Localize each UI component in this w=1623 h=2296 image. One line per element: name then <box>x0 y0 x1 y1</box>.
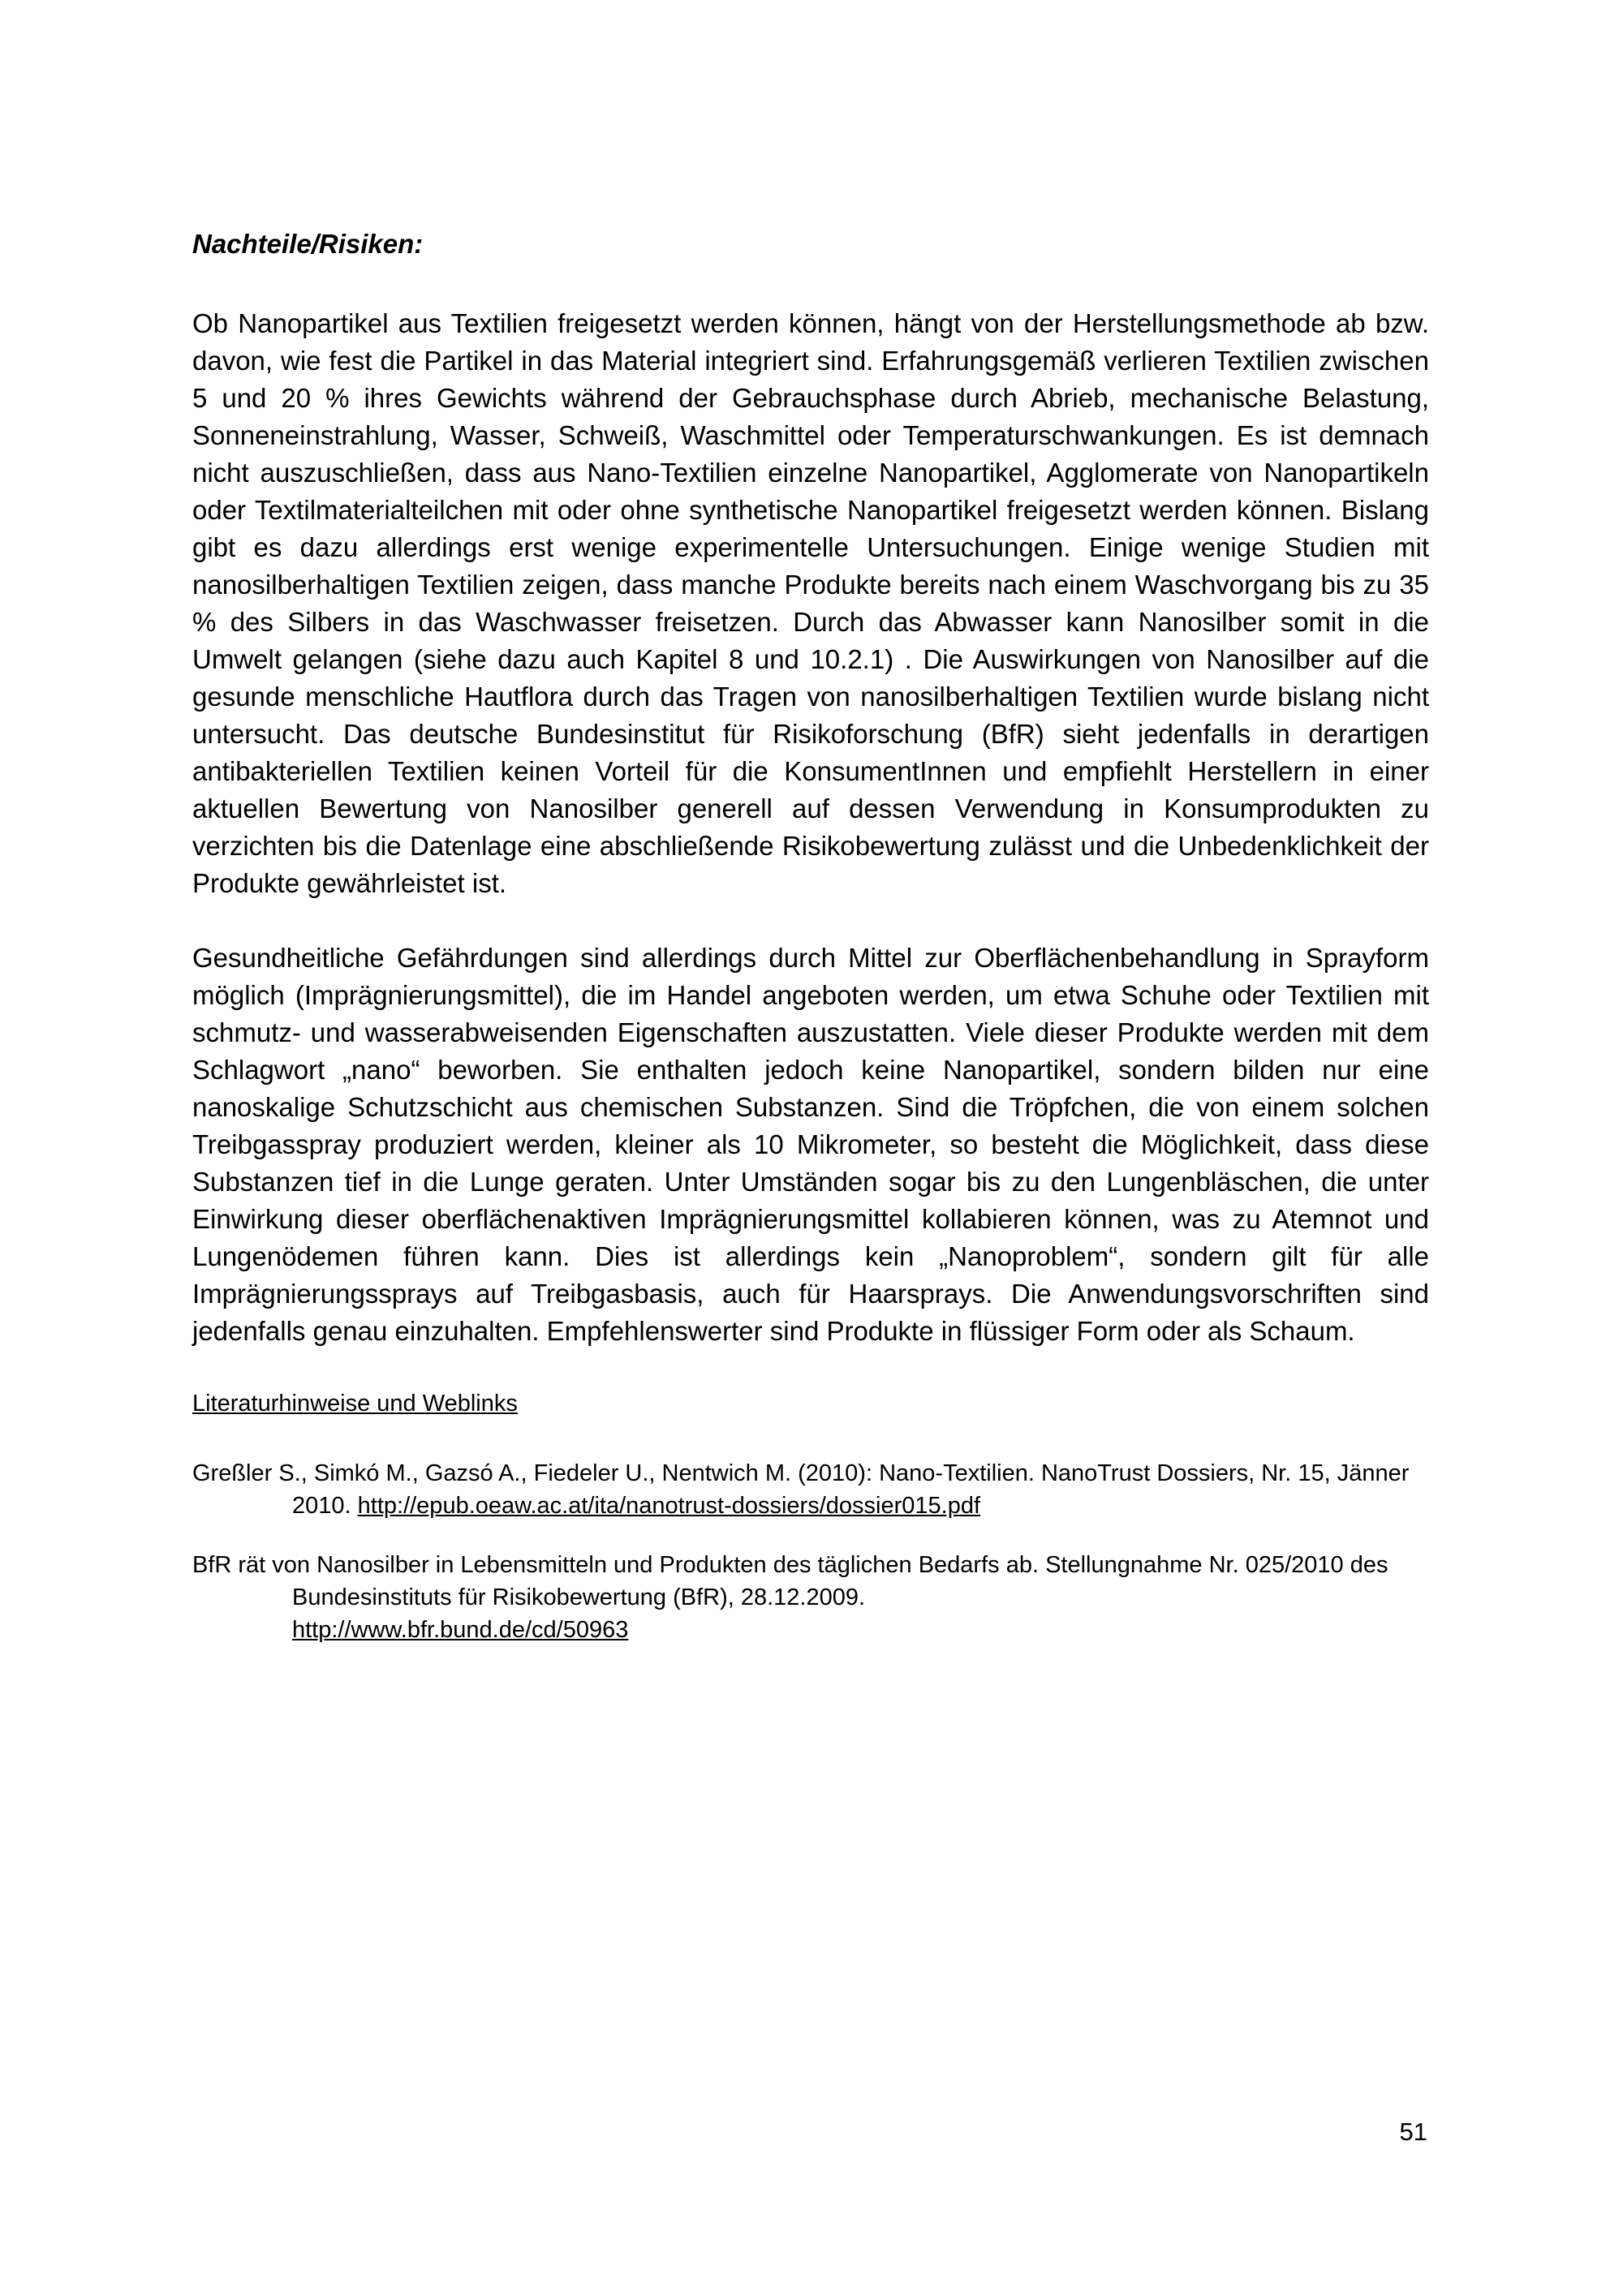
section-heading: Nachteile/Risiken: <box>192 229 424 259</box>
page-number: 51 <box>1399 2118 1427 2146</box>
reference-text: BfR rät von Nanosilber in Lebensmitteln und Produkten des täglichen Bedarfs ab. Stellungnahme Nr. 025/2010 des Bundesinstituts für Risikobewertung (BfR), 28.12.2009. <box>192 1552 1388 1610</box>
reference-entry <box>192 1549 1429 1646</box>
paragraph-risks: Ob Nanopartikel aus Textilien freigesetzt werden können, hängt von der Herstellungsmethode ab bzw. davon, wie fest die Partikel in das Material integriert sind. Erfahrungsgemäß verlieren Textilien zwischen 5 und 20 % ihres Gewichts während der Gebrauchsphase durch Abrieb, mechanische Belastung, Sonneneinstrahlung, Wasser, Schweiß, Waschmittel oder Temperaturschwankungen. Es ist demnach nicht auszuschließen, dass aus Nano-Textilien einzelne Nanopartikel, Agglomerate von Nanopartikeln oder Textilmaterialteilchen mit oder ohne synthetische Nanopartikel freigesetzt werden können. Bislang gibt es dazu allerdings erst wenige experimentelle Untersuchungen. Einige wenige Studien mit nanosilberhaltigen Textilien zeigen, dass manche Produkte bereits nach einem Waschvorgang bis zu 35 % des Silbers in das Waschwasser freisetzen. Durch das Abwasser kann Nanosilber somit in die Umwelt gelangen (siehe dazu auch Kapitel 8 und 10.2.1) . Die Auswirkungen von Nanosilber auf die gesunde menschliche Hautflora durch das Tragen von nanosilberhaltigen Textilien wurde bislang nicht untersucht. Das deutsche Bundesinstitut für Risikoforschung (BfR) sieht jedenfalls in derartigen antibakteriellen Textilien keinen Vorteil für die KonsumentInnen und empfiehlt Herstellern in einer aktuellen Bewertung von Nanosilber generell auf dessen Verwendung in Konsumprodukten zu verzichten bis die Datenlage eine abschließende Risikobewertung zulässt und die Unbedenklichkeit der Produkte gewährleistet ist. <box>192 308 1429 898</box>
reference-link[interactable]: http://epub.oeaw.ac.at/ita/nanotrust-dossiers/dossier015.pdf <box>357 1493 981 1519</box>
reference-entry <box>192 1457 1429 1522</box>
literature-heading <box>192 1387 1429 1420</box>
paragraph-sprays: Gesundheitliche Gefährdungen sind allerdings durch Mittel zur Oberflächenbehandlung in Sprayform möglich (Imprägnierungsmittel), die im Handel angeboten werden, um etwa Schuhe oder Textilien mit schmutz- und wasserabweisenden Eigenschaften auszustatten. Viele dieser Produkte werden mit dem Schlagwort „nano“ beworben. Sie enthalten jedoch keine Nanopartikel, sondern bilden nur eine nanoskalige Schutzschicht aus chemischen Substanzen. Sind die Tröpfchen, die von einem solchen Treibgasspray produziert werden, kleiner als 10 Mikrometer, so besteht die Möglichkeit, dass diese Substanzen tief in die Lunge geraten. Unter Umständen sogar bis zu den Lungenbläschen, die unter Einwirkung dieser oberflächenaktiven Imprägnierungsmittel kollabieren können, was zu Atemnot und Lungenödemen führen kann. Dies ist allerdings kein „Nanoproblem“, sondern gilt für alle Imprägnierungssprays auf Treibgasbasis, auch für Haarsprays. Die Anwendungsvorschriften sind jedenfalls genau einzuhalten. Empfehlenswerter sind Produkte in flüssiger Form oder als Schaum. <box>192 943 1429 1346</box>
reference-text: Greßler S., Simkó M., Gazsó A., Fiedeler U., Nentwich M. (2010): Nano-Textilien. NanoTrust Dossiers, Nr. 15, Jänner 2010. <box>192 1460 1410 1519</box>
reference-link[interactable]: http://www.bfr.bund.de/cd/50963 <box>292 1617 629 1643</box>
literature-heading-text: Literaturhinweise und Weblinks <box>192 1391 518 1417</box>
